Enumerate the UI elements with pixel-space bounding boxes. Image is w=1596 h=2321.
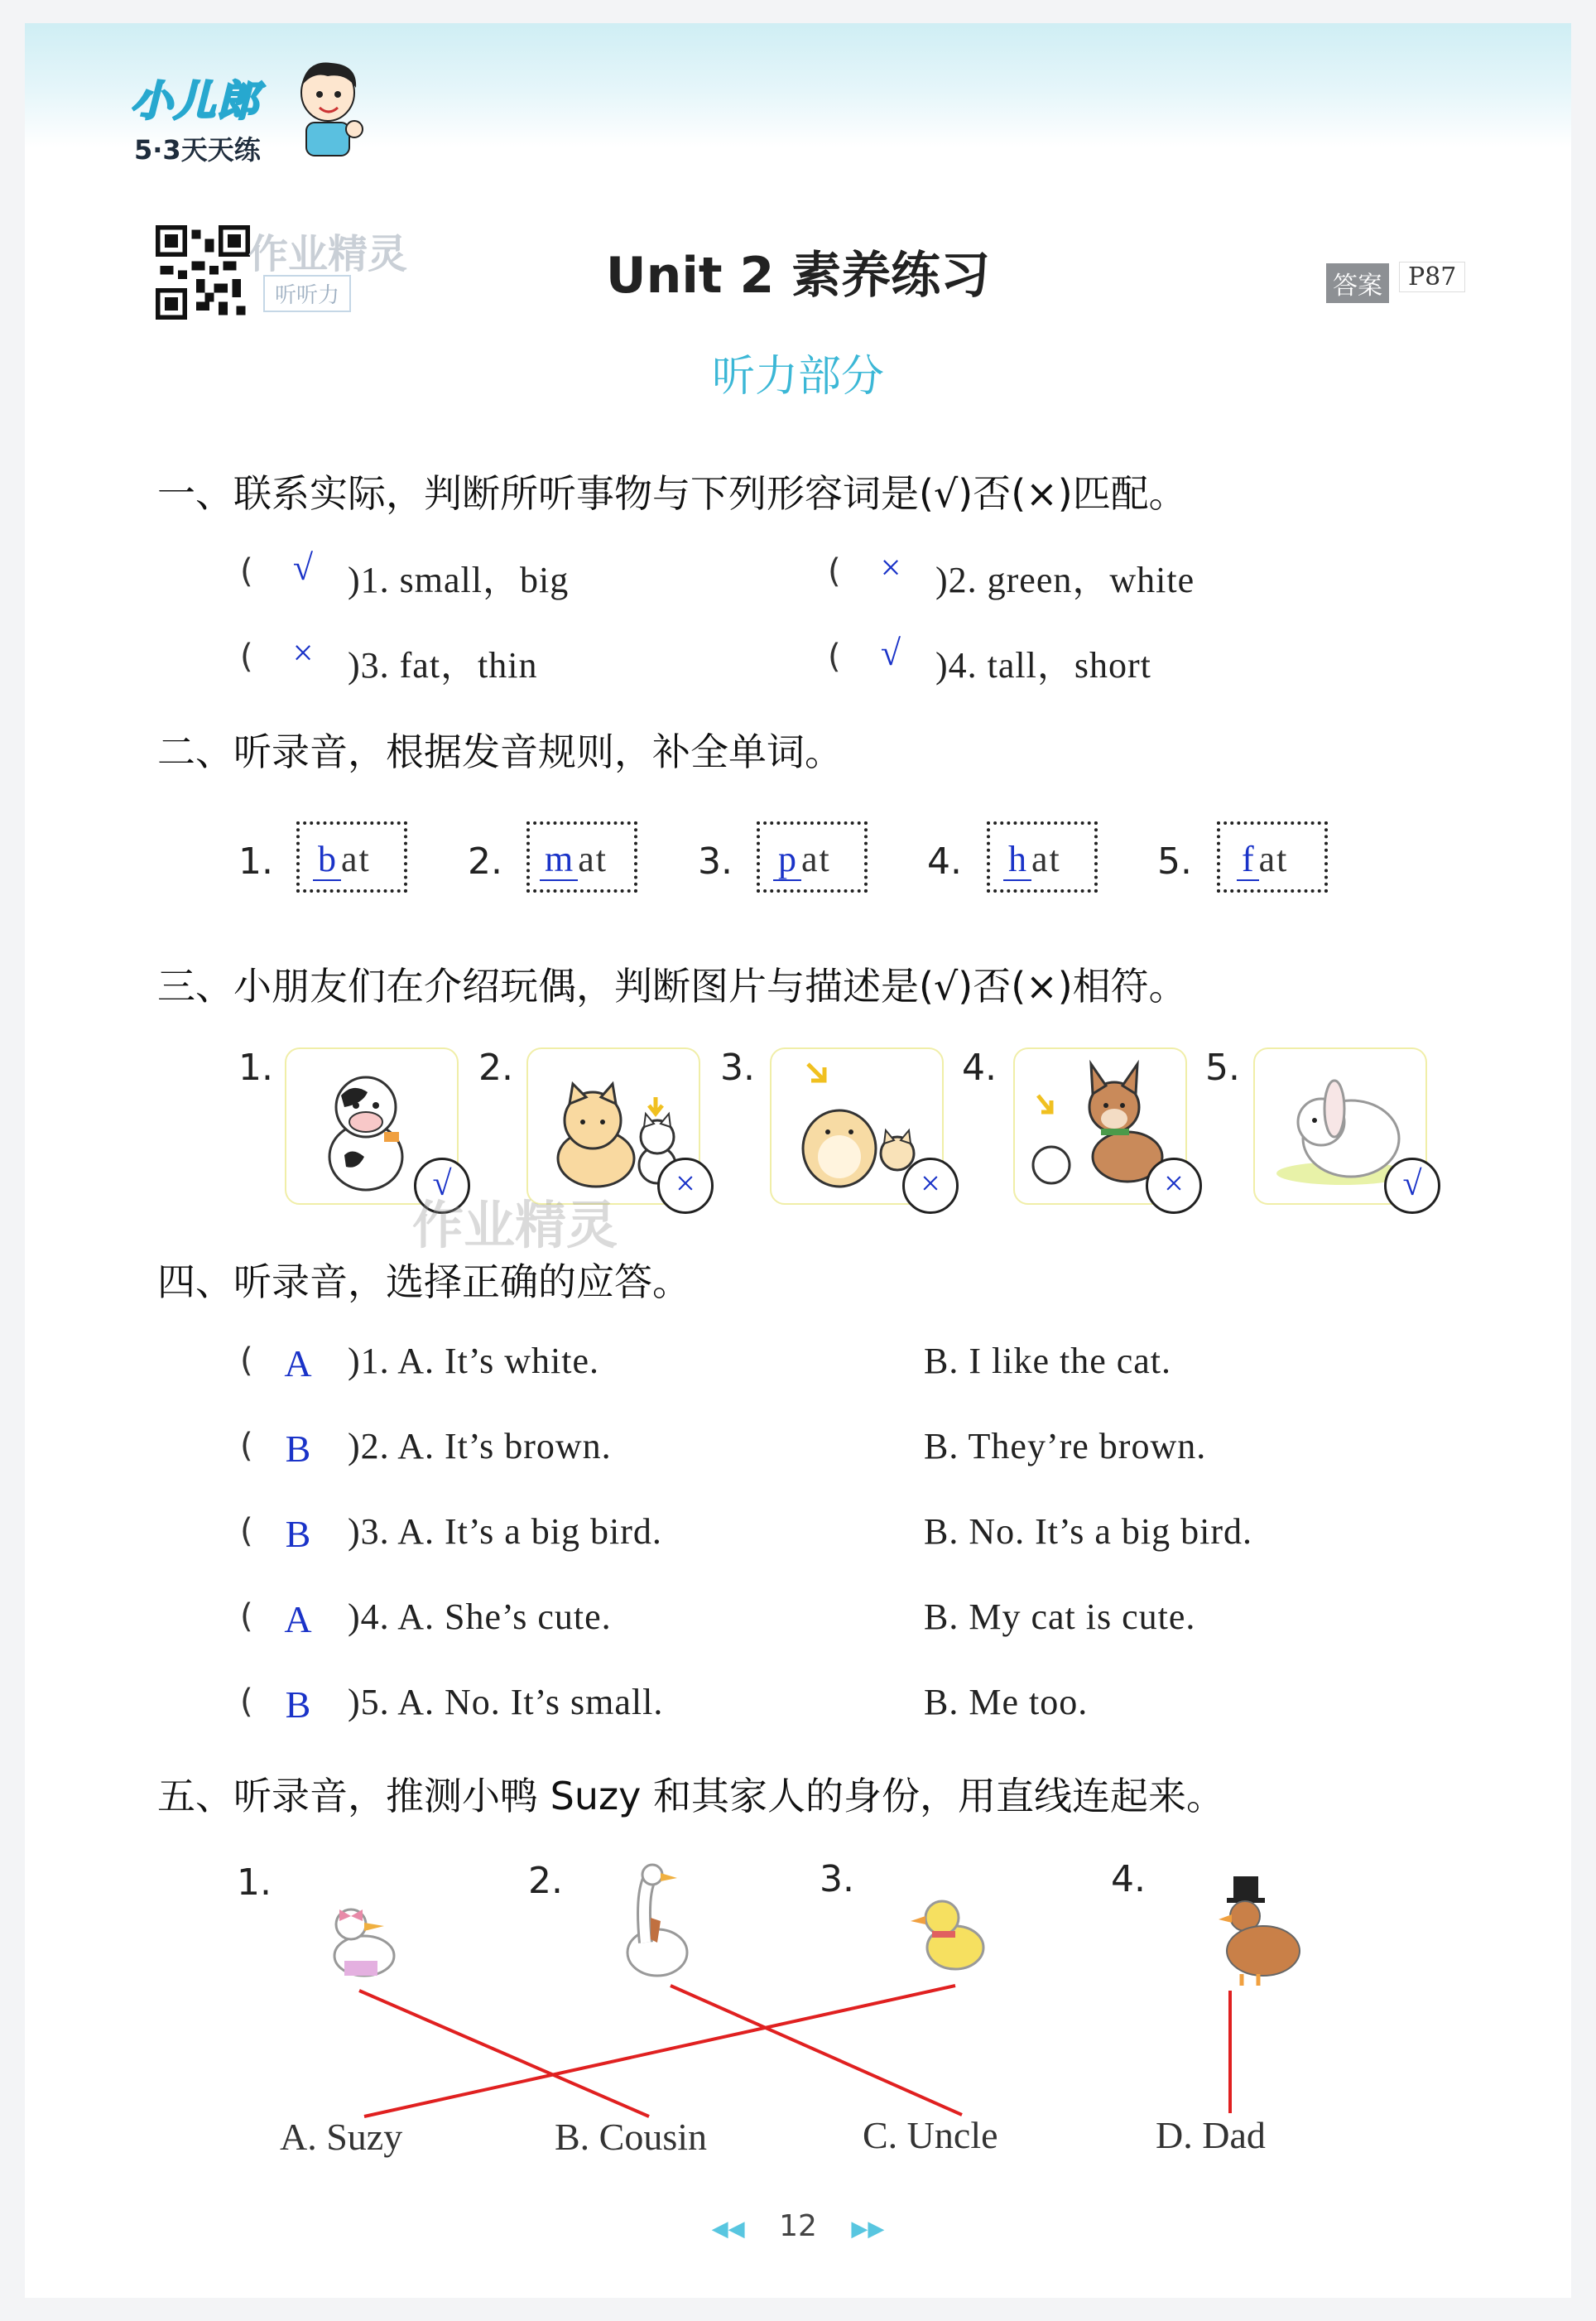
question-text: )4. tall，short (935, 645, 1151, 686)
item-number: 1. (238, 1047, 273, 1089)
answer-letter: A (284, 1342, 312, 1384)
word-answer: p at (773, 838, 831, 880)
option-a: )2. A. It’s brown. (348, 1426, 612, 1466)
answer-page-ref[interactable]: P87 (1399, 262, 1465, 292)
item-number: 4. (927, 840, 962, 883)
option-label: B. Cousin (555, 2116, 708, 2158)
paren-open: ( (240, 1597, 253, 1635)
option-b: B. My cat is cute. (924, 1596, 1196, 1637)
item-number: 2. (478, 1047, 513, 1089)
answer-tag: 答案 (1326, 263, 1389, 303)
answer-mark: √ (292, 547, 314, 588)
answer-letter: B (285, 1683, 311, 1726)
option-b: B. I like the cat. (924, 1341, 1172, 1381)
option-a: )4. A. She’s cute. (348, 1596, 612, 1637)
listening-tag: 听听力 (263, 275, 351, 312)
item-number: 3. (720, 1047, 755, 1089)
paren-open: ( (240, 552, 253, 590)
paren-open: ( (240, 1427, 253, 1465)
item-number: 1. (237, 1861, 272, 1904)
option-label: A. Suzy (280, 2116, 403, 2158)
answer-circle: √ (414, 1158, 470, 1214)
answer-circle: × (1146, 1158, 1202, 1214)
watermark-stamp: 作业精灵 (248, 231, 408, 277)
paren-open: ( (240, 1341, 253, 1380)
item-number: 4. (962, 1047, 997, 1089)
page-title: Unit 2 素养练习 (605, 247, 991, 305)
item-number: 1. (238, 840, 273, 883)
word-answer: m at (540, 838, 608, 880)
brand-logo: 小儿郎 (131, 77, 260, 125)
watermark: 作业精灵 (412, 1195, 618, 1255)
option-label: D. Dad (1156, 2114, 1266, 2156)
item-number: 2. (528, 1860, 563, 1902)
match-line-3-to-a (364, 1986, 955, 2116)
item-number: 2. (468, 840, 502, 883)
word-answer: f at (1237, 838, 1288, 880)
answer-circle: × (657, 1158, 714, 1214)
answer-circle: √ (1384, 1158, 1440, 1214)
option-label: C. Uncle (863, 2114, 998, 2156)
page-number: 12 (779, 2209, 817, 2243)
match-line-2-to-c (671, 1986, 962, 2115)
word-answer: b at (313, 838, 371, 880)
section-5-title: 五、听录音，推测小鸭 Suzy 和其家人的身份，用直线连起来。 (157, 1774, 1224, 1818)
answer-mark: × (292, 633, 314, 673)
answer-letter: B (285, 1513, 311, 1555)
prev-page-icon[interactable]: ◀◀ (711, 2217, 745, 2242)
answer-letter: A (284, 1598, 312, 1640)
item-number: 3. (698, 840, 733, 883)
next-page-icon[interactable]: ▶▶ (851, 2217, 885, 2242)
section-subtitle: 听力部分 (711, 352, 884, 402)
question-text: )3. fat，thin (348, 645, 538, 686)
item-number: 3. (820, 1858, 854, 1900)
paren-open: ( (240, 1683, 253, 1721)
section-4-title: 四、听录音，选择正确的应答。 (157, 1259, 690, 1304)
answer-circle: × (902, 1158, 959, 1214)
brand-subtitle: 5·3天天练 (134, 134, 261, 166)
paren-open: ( (240, 638, 253, 676)
section-3-title: 三、小朋友们在介绍玩偶，判断图片与描述是(√)否(×)相符。 (157, 964, 1187, 1009)
option-b: B. No. It’s a big bird. (924, 1511, 1252, 1552)
match-line-1-to-b (359, 1991, 649, 2116)
page-footer (0, 2209, 1596, 2243)
paren-open: ( (828, 638, 841, 676)
answer-mark: × (880, 547, 901, 588)
answer-mark: √ (880, 633, 901, 673)
answer-letter: B (285, 1428, 311, 1470)
option-a: )1. A. It’s white. (348, 1341, 599, 1381)
question-text: )1. small，big (348, 560, 570, 600)
item-number: 4. (1111, 1858, 1146, 1900)
option-a: )5. A. No. It’s small. (348, 1682, 664, 1722)
section-1-title: 一、联系实际，判断所听事物与下列形容词是(√)否(×)匹配。 (157, 471, 1187, 516)
option-b: B. Me too. (924, 1682, 1089, 1722)
option-a: )3. A. It’s a big bird. (348, 1511, 662, 1552)
section-2-title: 二、听录音，根据发音规则，补全单词。 (157, 730, 843, 774)
paren-open: ( (828, 552, 841, 590)
option-b: B. They’re brown. (924, 1426, 1207, 1466)
word-answer: h at (1003, 838, 1061, 880)
question-text: )2. green，white (935, 560, 1195, 600)
item-number: 5. (1157, 840, 1192, 883)
paren-open: ( (240, 1512, 253, 1550)
item-number: 5. (1205, 1047, 1240, 1089)
